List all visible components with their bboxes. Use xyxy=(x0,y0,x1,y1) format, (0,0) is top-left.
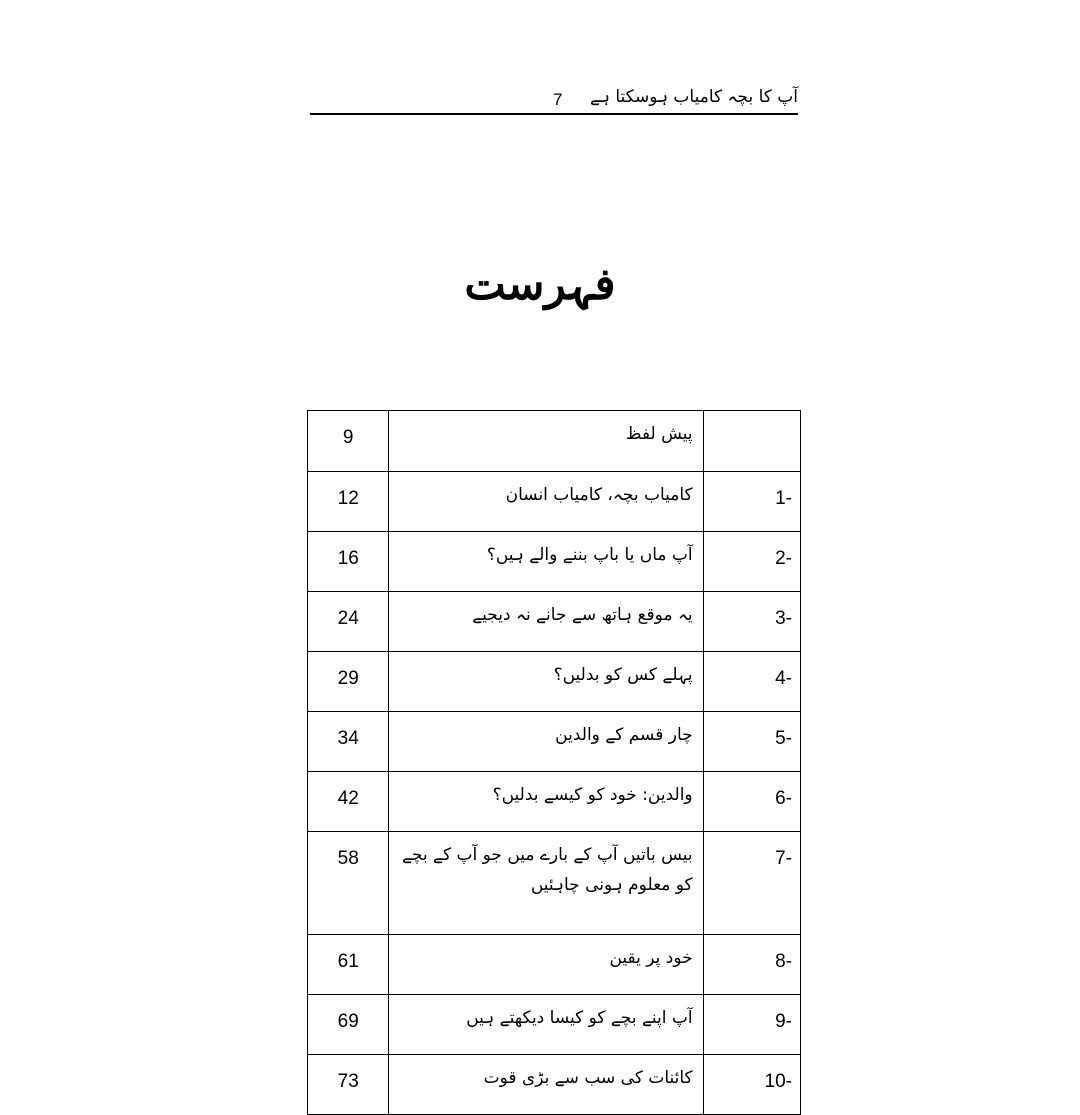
toc-row[interactable] xyxy=(308,472,801,532)
toc-row[interactable] xyxy=(308,832,801,935)
toc-chapter-number: 8- xyxy=(703,935,800,995)
toc-chapter-number: 1- xyxy=(703,472,800,532)
toc-chapter-title[interactable]: پہلے کس کو بدلیں؟ xyxy=(389,652,703,712)
running-book-title: آپ کا بچہ کامیاب ہوسکتا ہے xyxy=(590,87,798,107)
toc-chapter-number: 4- xyxy=(703,652,800,712)
toc-page-number: 34 xyxy=(308,712,389,772)
toc-row[interactable] xyxy=(308,652,801,712)
page-number: 7 xyxy=(553,90,563,109)
toc-chapter-number: 2- xyxy=(703,532,800,592)
toc-row[interactable] xyxy=(308,712,801,772)
toc-chapter-title[interactable]: خود پر یقین xyxy=(389,935,703,995)
toc-chapter-title[interactable]: آپ اپنے بچے کو کیسا دیکھتے ہیں xyxy=(389,995,703,1055)
toc-page-number: 29 xyxy=(308,652,389,712)
toc-row[interactable] xyxy=(308,1055,801,1115)
toc-chapter-number xyxy=(703,411,800,472)
toc-chapter-title[interactable]: یہ موقع ہاتھ سے جانے نہ دیجیے xyxy=(389,592,703,652)
toc-page-number: 69 xyxy=(308,995,389,1055)
toc-page-number: 12 xyxy=(308,472,389,532)
header-divider xyxy=(310,113,798,115)
toc-chapter-number: 3- xyxy=(703,592,800,652)
toc-heading: فہرست xyxy=(464,259,616,310)
toc-page-number: 9 xyxy=(308,411,389,472)
toc-page-number: 16 xyxy=(308,532,389,592)
toc-row[interactable] xyxy=(308,592,801,652)
toc-page-number: 73 xyxy=(308,1055,389,1115)
toc-chapter-number: 5- xyxy=(703,712,800,772)
table-of-contents xyxy=(307,410,801,1115)
toc-row[interactable] xyxy=(308,411,801,472)
toc-chapter-title[interactable]: پیش لفظ xyxy=(389,411,703,472)
toc-row[interactable] xyxy=(308,532,801,592)
toc-chapter-number: 7- xyxy=(703,832,800,935)
toc-chapter-number: 6- xyxy=(703,772,800,832)
toc-chapter-title[interactable]: کامیاب بچہ، کامیاب انسان xyxy=(389,472,703,532)
toc-page-number: 58 xyxy=(308,832,389,935)
toc-row[interactable] xyxy=(308,935,801,995)
toc-row[interactable] xyxy=(308,995,801,1055)
toc-page-number: 24 xyxy=(308,592,389,652)
toc-chapter-number: 10- xyxy=(703,1055,800,1115)
toc-page-number: 42 xyxy=(308,772,389,832)
toc-row[interactable] xyxy=(308,772,801,832)
toc-chapter-title[interactable]: آپ ماں یا باپ بننے والے ہیں؟ xyxy=(389,532,703,592)
toc-chapter-title[interactable]: بیس باتیں آپ کے بارے میں جو آپ کے بچے کو معلوم ہونی چاہئیں xyxy=(389,832,703,935)
toc-chapter-number: 9- xyxy=(703,995,800,1055)
toc-page-number: 61 xyxy=(308,935,389,995)
toc-chapter-title[interactable]: چار قسم کے والدین xyxy=(389,712,703,772)
toc-chapter-title[interactable]: کائنات کی سب سے بڑی قوت xyxy=(389,1055,703,1115)
toc-chapter-title[interactable]: والدین: خود کو کیسے بدلیں؟ xyxy=(389,772,703,832)
page-header xyxy=(310,84,798,114)
